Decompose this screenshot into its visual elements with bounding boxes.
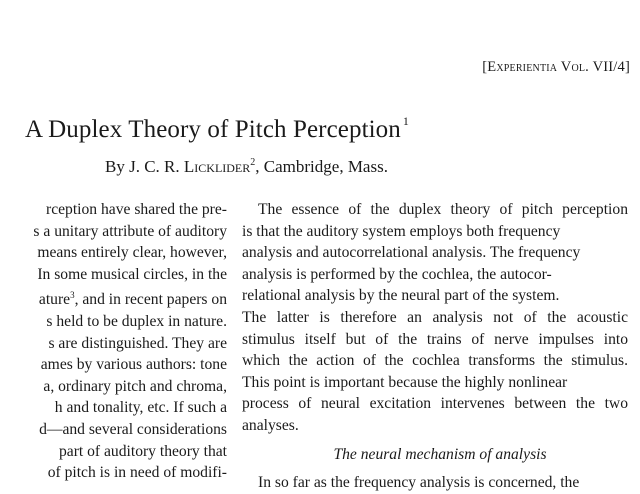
footnote-marker-3: 3: [70, 290, 75, 301]
left-line-with-footnote: [0, 285, 227, 311]
byline-prefix: By J. C. R.: [105, 157, 184, 176]
left-line: means entirely clear, however,: [37, 244, 227, 262]
right-line: analysis and autocorrelational analysis. The frequency: [242, 244, 581, 262]
left-line: d—and several considerations: [39, 420, 227, 438]
right-column: [242, 199, 628, 494]
left-line-5-end: , and in recent papers on: [74, 291, 227, 309]
journal-reference: [482, 59, 630, 76]
article-title: [25, 114, 409, 144]
right-line: stimulus itself but of the trains of nerve impulses into: [242, 330, 628, 348]
left-line: s held to be duplex in nature.: [46, 312, 227, 330]
left-column: [0, 199, 227, 484]
section-heading: The neural mechanism of analysis: [333, 445, 547, 463]
right-line: relational analysis by the neural part of the system.: [242, 287, 560, 305]
right-line: The latter is therefore an analysis not of the acoustic: [242, 308, 628, 326]
left-line: part of auditory theory that: [58, 442, 227, 460]
right-line: analysis is performed by the cochlea, the autocor-: [242, 265, 552, 283]
right-line: This point is important because the highly nonlinear: [242, 373, 568, 391]
journal-name: Experientia Vol.: [487, 59, 589, 75]
left-line: h and tonality, etc. If such a: [54, 399, 227, 417]
right-line: which the action of the cochlea transforms the stimulus.: [242, 352, 628, 370]
left-line: In some musical circles, in the: [37, 265, 227, 283]
right-line: The essence of the duplex theory of pitch perception: [258, 201, 628, 218]
left-line: s a unitary attribute of auditory: [33, 222, 227, 240]
byline: [105, 157, 388, 177]
byline-suffix: , Cambridge, Mass.: [255, 157, 388, 176]
right-line: analyses.: [242, 416, 299, 434]
left-line: rception have shared the pre-: [46, 201, 227, 218]
left-line: a, ordinary pitch and chroma,: [43, 377, 227, 395]
author-footnote-marker: 2: [250, 157, 256, 168]
right-line: In so far as the frequency analysis is concerned, the: [258, 474, 580, 492]
right-line: is that the auditory system employs both frequency: [242, 222, 561, 240]
right-line: process of neural excitation intervenes between the two: [242, 395, 628, 413]
article-title-text: A Duplex Theory of Pitch Perception: [25, 116, 401, 143]
left-line: of pitch is in need of modifi-: [47, 464, 227, 482]
paragraph-duplex-theory: [242, 199, 628, 437]
author-name: Licklider: [183, 157, 251, 176]
left-line: ames by various authors: tone: [40, 356, 227, 374]
title-footnote-marker: 1: [402, 114, 409, 128]
journal-ref-open: [: [482, 59, 488, 75]
journal-volume: VII/4]: [589, 59, 630, 75]
left-line-5-start: ature: [38, 291, 71, 309]
left-line: s are distinguished. They are: [48, 334, 227, 352]
